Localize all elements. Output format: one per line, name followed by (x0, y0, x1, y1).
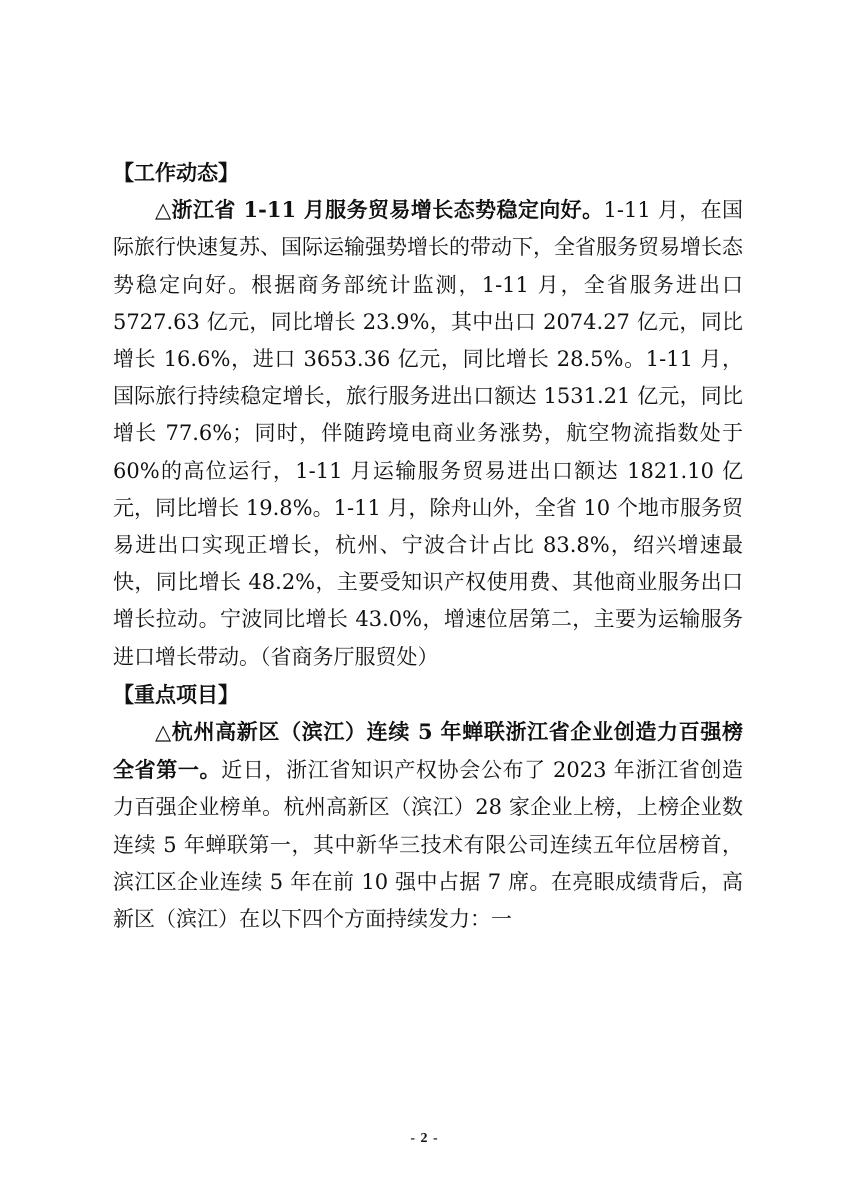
section-heading-work-dynamics: 【工作动态】 (113, 160, 239, 185)
paragraph-binjiang-innovation (113, 713, 743, 938)
paragraph-body-text: 1-11 月，在国际旅行快速复苏、国际运输强势增长的带动下，全省服务贸易增长态势稳定向好。根据商务部统计监测，1-11 月，全省服务进出口 5727.63 亿元，同比增长 23.9%，其中出口 2074.27 亿元，同比增长 16.6%，进口 3653.36 亿元，同比增长 28.5%。1-11 月，国际旅行持续稳定增长，旅行服务进出口额达 1531.21 亿元，同比增长 77.6%；同时，伴随跨境电商业务涨势，航空物流指数处于 60%的高位运行，1-11 月运输服务贸易进出口额达 1821.10 亿元，同比增长 19.8%。1-11 月，除舟山外，全省 10 个地市服务贸易进出口实现正增长，杭州、宁波合计占比 83.8%，绍兴增速最快，同比增长 48.2%，主要受知识产权使用费、其他商业服务出口增长拉动。宁波同比增长 43.0%，增速位居第二，主要为运输服务进口增长带动。（省商务厅服贸处） (113, 198, 743, 669)
paragraph-lead-title: △浙江省 1-11 月服务贸易增长态势稳定向好。 (155, 197, 604, 223)
paragraph-zhejiang-service-trade (113, 191, 743, 676)
paragraph-body-text: 近日，浙江省知识产权协会公布了 2023 年浙江省创造力百强企业榜单。杭州高新区（滨江）28 家企业上榜，上榜企业数连续 5 年蝉联第一，其中新华三技术有限公司连续五年位居榜首，滨江区企业连续 5 年在前 10 强中占据 7 席。在亮眼成绩背后，高新区（滨江）在以下四个方面持续发力：一 (113, 758, 743, 932)
page-number: - 2 - (410, 1131, 439, 1146)
section-heading-key-projects: 【重点项目】 (113, 681, 239, 707)
paragraph-lead-title: △杭州高新区（滨江）连续 5 年蝉联浙江省企业创造力百强榜全省第一。 (113, 719, 743, 783)
page-content (113, 154, 743, 938)
